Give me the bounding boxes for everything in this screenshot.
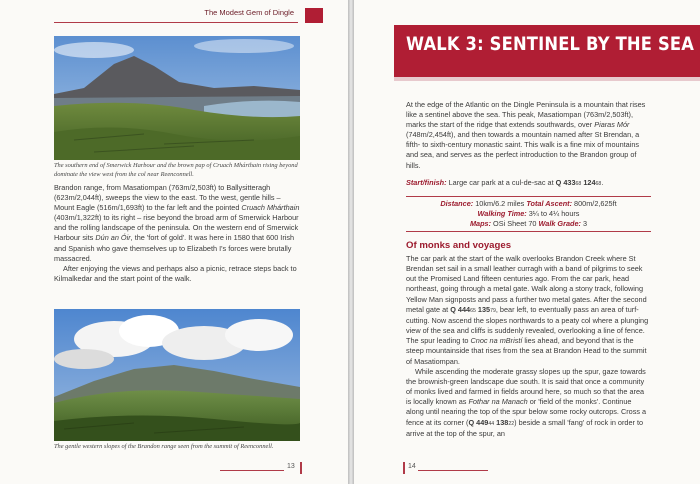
photo-brandon-range bbox=[54, 309, 300, 441]
running-head-tab bbox=[305, 8, 323, 23]
photo2-caption: The gentle western slopes of the Brandon range seen from the summit of Reenconnell. bbox=[54, 443, 274, 450]
info-rule-bottom bbox=[406, 231, 651, 232]
right-paragraph-2: While ascending the moderate grassy slopes up the spur, gaze towards the brownish-green landscape due south. It is said that once a community of monks lived and farmed in fields around here, so much so that the area is locally known as Fothar na Manach or 'field of the monks'. Continue along until nearing the top of the spur below some rocky outcrops. Cross a fence at its corner (Q 44944 13822) beside a small 'fang' of rock in order to arrive at the top of the spur, an bbox=[406, 366, 647, 438]
maps-value: OSi Sheet 70 bbox=[491, 219, 539, 228]
folio-rule-left bbox=[220, 470, 284, 471]
folio-tab-right bbox=[403, 462, 405, 474]
section-heading: Of monks and voyages bbox=[406, 240, 512, 251]
info-line-3: Maps: OSi Sheet 70 Walk Grade: 3 bbox=[469, 219, 588, 228]
page-number-left: 13 bbox=[287, 463, 295, 470]
start-finish: Start/finish: Large car park at a cul-de-sac at Q 43368 12468. bbox=[406, 178, 604, 187]
right-paragraph-1: The car park at the start of the walk overlooks Brandon Creek where St Brendan set sail in a small leather curragh with a band of pilgrims to seek out the Promised Land fifteen centuries ago. From the car park, head northeast, going through a metal gate. Walk along a stony track, following Yellow Man signposts and pass a further two metal gates. After the second metal gate at Q 44465 13579, bear left, to eventually pass an area of turf-cutting. Now ascend the slopes northwards to a peaty col where a plunging view of the sea and cliffs is suddenly revealed, overlooking a line of fence. The spur leading to Cnoc na mBristí lies ahead, and beyond that is the steep mountainside that rises from the sea at Brandon Head to the summit of Masatiompan. bbox=[406, 254, 649, 366]
left-paragraph-2: After enjoying the views and perhaps also a picnic, retrace steps back to Kilmalkedar and the start point of the walk. bbox=[54, 263, 297, 283]
right-body bbox=[406, 254, 651, 439]
distance-value: 10km/6.2 miles bbox=[473, 199, 527, 208]
running-head-rule bbox=[54, 22, 298, 23]
info-line-1: Distance: 10km/6.2 miles Total Ascent: 800m/2,625ft bbox=[440, 199, 617, 208]
folio-rule-right bbox=[418, 470, 488, 471]
walk-title: WALK 3: SENTINEL BY THE SEA bbox=[406, 33, 695, 55]
page-number-right: 14 bbox=[408, 463, 416, 470]
title-banner-shadow bbox=[394, 77, 700, 81]
time-value: 3¼ to 4¼ hours bbox=[526, 209, 580, 218]
grid-ref-gate: Q 44465 13579 bbox=[450, 304, 496, 314]
folio-tab-left bbox=[300, 462, 302, 474]
left-paragraph-1: Brandon range, from Masatiompan (763m/2,503ft) to Ballysitteragh (623m/2,044ft), sweeps the view to the east. To the west, gentle hills – Mount Eagle (516m/1,693ft) to the far left and the pointed Cruach Mhárthain (403m/1,322ft) to its right – rise beyond the broad arm of Smerwick Harbour and the rolling landscape of the peninsula. On the western end of Smerwick Harbour sits Dún an Óir, the 'fort of gold'. It was here in 1580 that 600 Irish and Spanish who gave themselves up to Elizabeth I's forces were brutally massacred. bbox=[54, 183, 300, 263]
left-body bbox=[54, 183, 300, 284]
walk-intro: At the edge of the Atlantic on the Dingle Peninsula is a mountain that rises like a sentinel above the sea. This peak, Masatiompan (763m/2,503ft), marks the start of the ridge that extends southwards, over Piaras Mór (748m/2,454ft), and then towards a mountain named after St Brendan, a fifth- to sixth-century monastic saint. This walk is a fine mix of mountains and sea, and serves as the perfect introduction to the Brandon group of hills. bbox=[406, 100, 646, 170]
photo-smerwick-harbour bbox=[54, 36, 300, 160]
info-rule-top bbox=[406, 196, 651, 197]
walk-info-box bbox=[406, 199, 651, 229]
info-line-2: Walking Time: 3¼ to 4¼ hours bbox=[477, 209, 580, 218]
grid-ref-fence: Q 44944 13822 bbox=[468, 417, 515, 427]
photo1-caption: The southern end of Smerwick Harbour and the brown pap of Cruach Mhárthain rising beyond dominate the view west from the col near Reenconnell. bbox=[54, 162, 298, 178]
ascent-value: 800m/2,625ft bbox=[572, 199, 617, 208]
start-finish-label: Start/finish: bbox=[406, 178, 447, 187]
left-page bbox=[0, 0, 348, 484]
grade-value: 3 bbox=[580, 219, 588, 228]
running-head: The Modest Gem of Dingle bbox=[204, 8, 294, 17]
start-grid-ref: Q 43368 12468 bbox=[555, 178, 602, 187]
